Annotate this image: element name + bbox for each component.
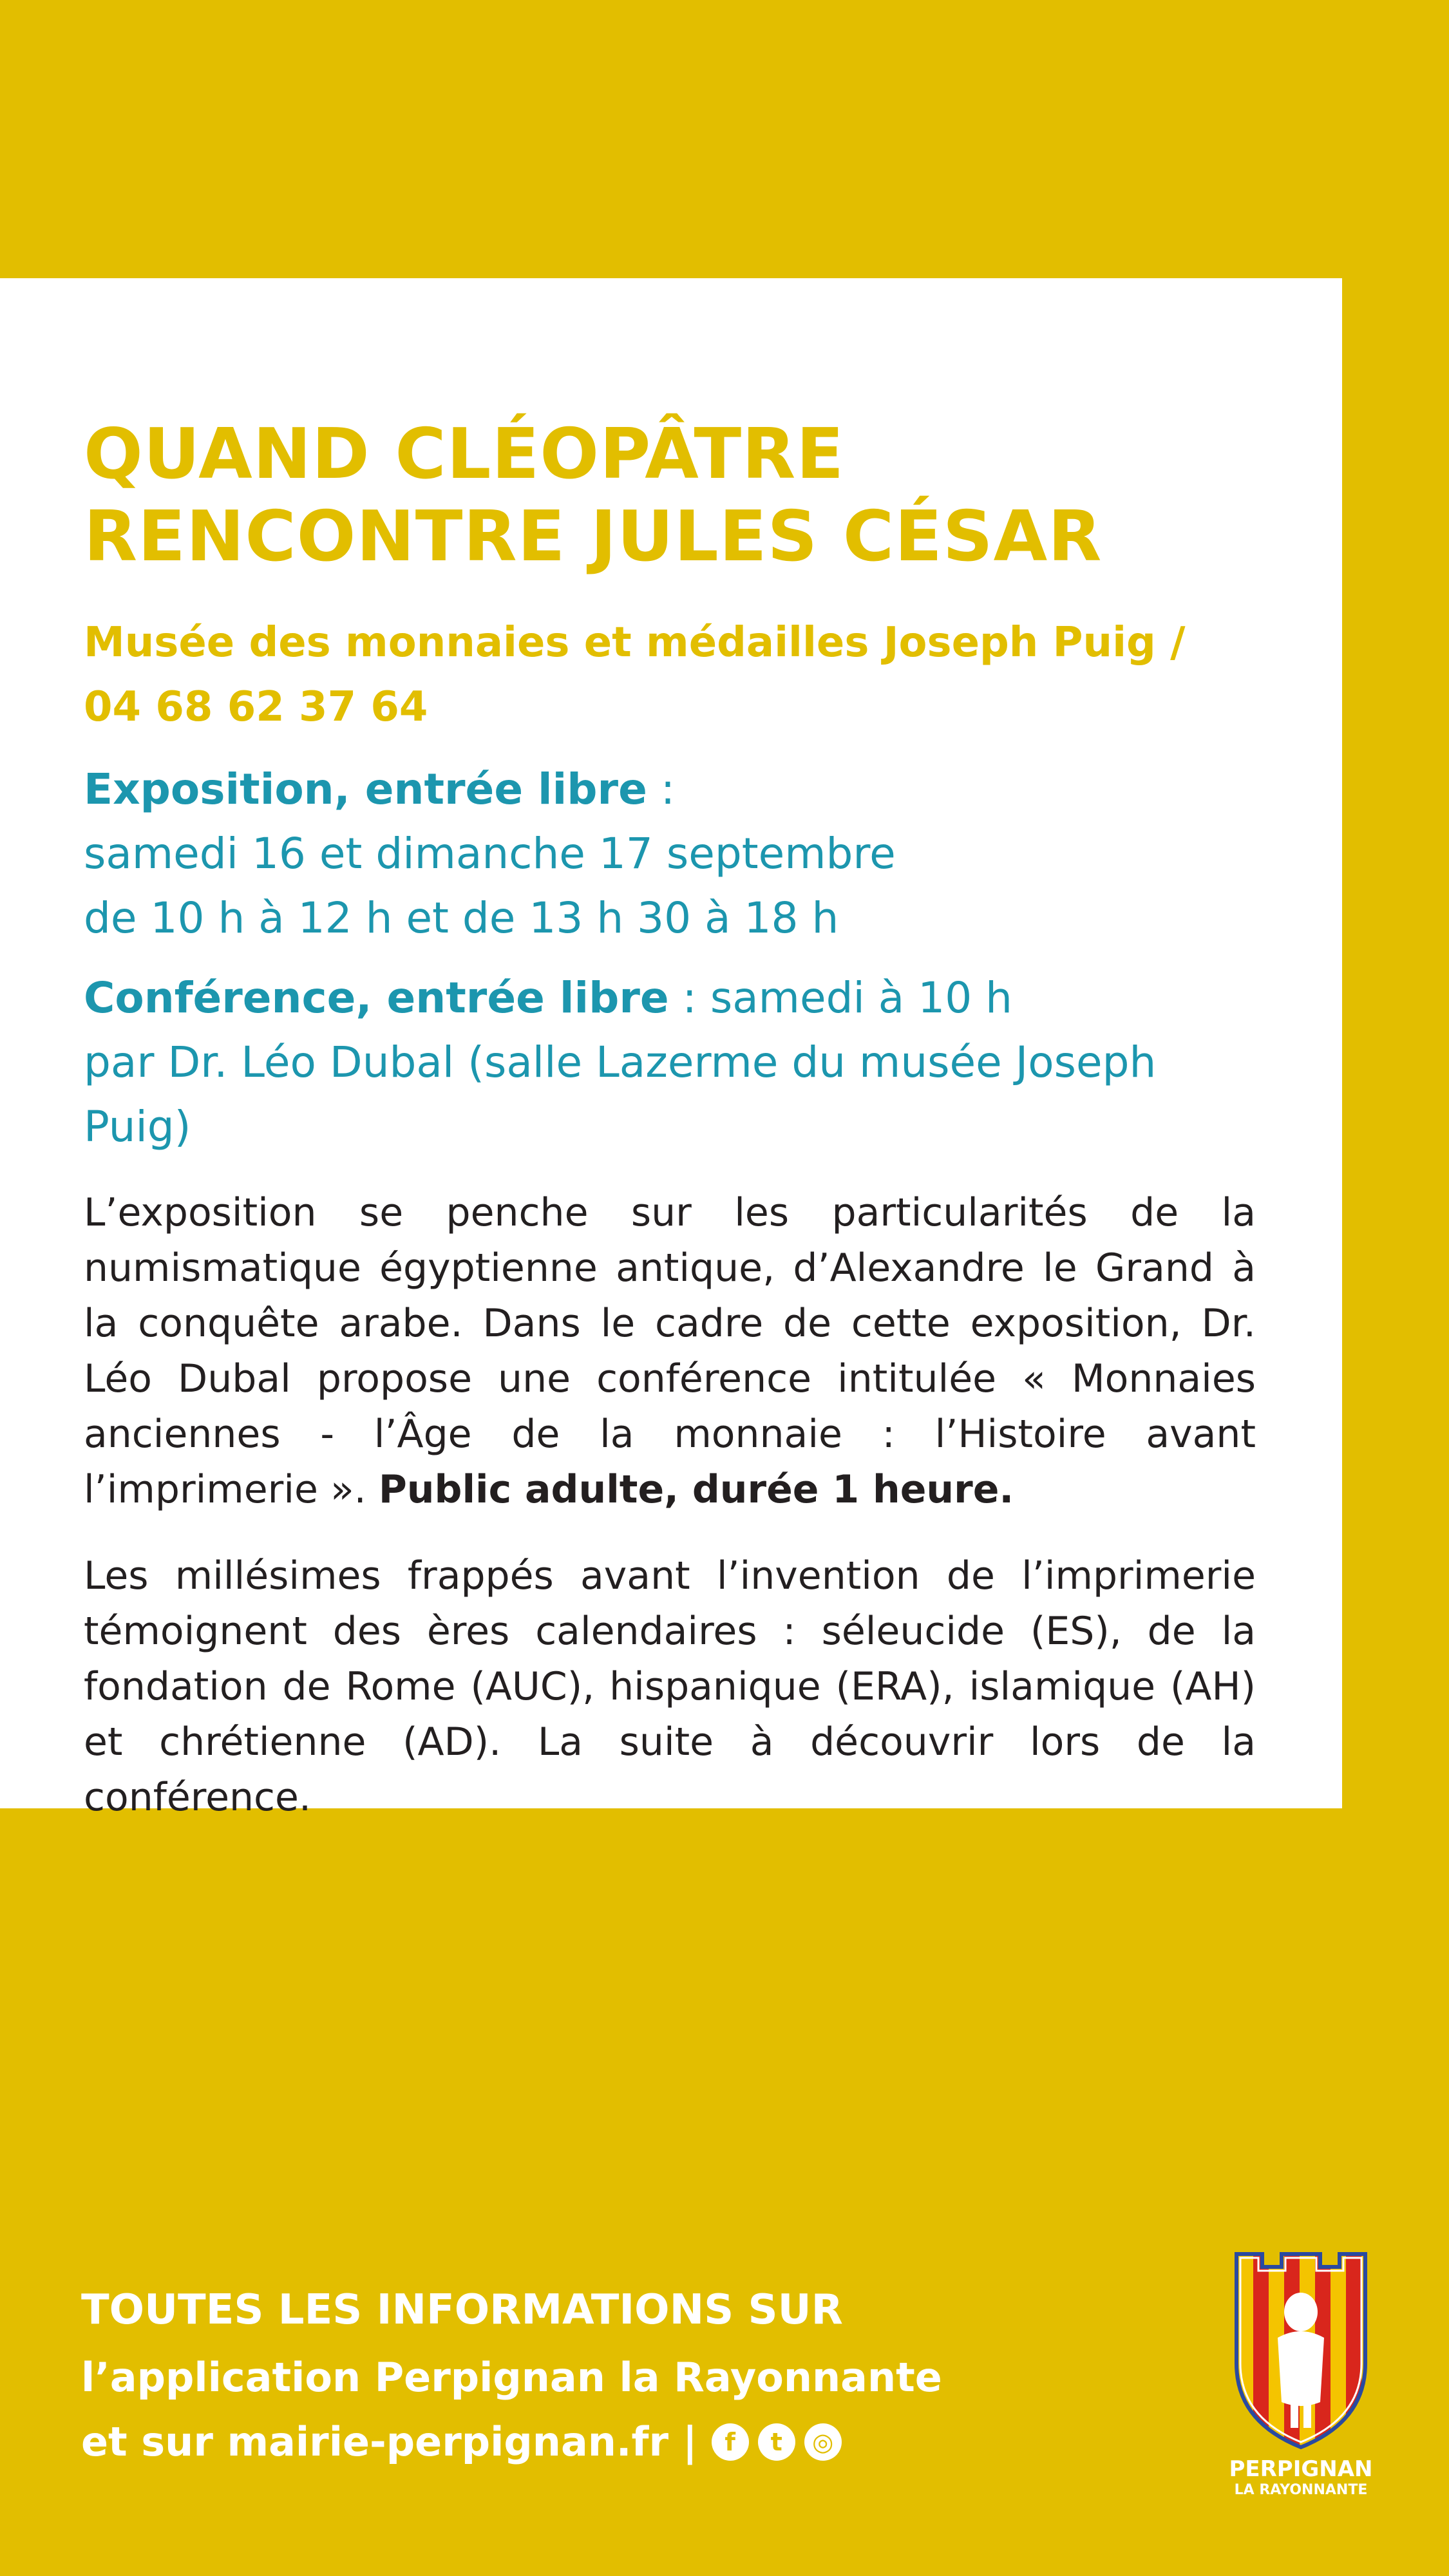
footer-website[interactable]: et sur mairie-perpignan.fr <box>81 2418 669 2465</box>
twitter-icon[interactable]: t <box>758 2423 795 2461</box>
venue-name: Musée des monnaies et médailles Joseph Puig / <box>84 619 1186 667</box>
logo-text <box>1224 2456 1378 2499</box>
venue-phone: 04 68 62 37 64 <box>84 683 428 731</box>
content-card <box>0 278 1342 1820</box>
exposition-label: Exposition, entrée libre <box>84 764 647 814</box>
logo-tagline: LA RAYONNANTE <box>1234 2482 1368 2498</box>
footer-separator: | <box>683 2418 697 2465</box>
conference-speaker: par Dr. Léo Dubal (salle Lazerme du musée Joseph Puig) <box>84 1037 1157 1151</box>
description-text-1: L’exposition se penche sur les particularités de la numismatique égyptienne antique, d’Alexandre le Grand à la conquête arabe. Dans le cadre de cette exposition, Dr. Léo Dubal propose une conférence intitulée « Monnaies anciennes - l’Âge de la monnaie : l’Histoire avant l’imprimerie ». <box>84 1190 1256 1512</box>
conference-label: Conférence, entrée libre <box>84 973 669 1023</box>
conference-info <box>84 966 1256 1159</box>
instagram-icon[interactable]: ◎ <box>804 2423 842 2461</box>
footer-web-line <box>81 2410 942 2474</box>
exposition-dates: samedi 16 et dimanche 17 septembre <box>84 829 896 878</box>
footer-app-line: l’application Perpignan la Rayonnante <box>81 2354 942 2401</box>
conference-when: : samedi à 10 h <box>668 973 1012 1023</box>
description-paragraph-2 <box>84 1548 1256 1825</box>
audience-note: Public adulte, durée 1 heure. <box>378 1467 1014 1512</box>
footer <box>81 2275 942 2474</box>
description-text-2: Les millésimes frappés avant l’invention de l’imprimerie témoignent des ères calendaires : séleucide (ES), de la fondation de Rome (AUC), hispanique (ERA), islamique (AH) et chrétienne (AD). La suite à découvrir lors de la conférence. <box>84 1553 1256 1820</box>
title-line-2: RENCONTRE JULES CÉSAR <box>84 497 1103 577</box>
title-line-1: QUAND CLÉOPÂTRE <box>84 414 845 495</box>
exposition-info <box>84 757 1256 951</box>
facebook-icon[interactable]: f <box>712 2423 749 2461</box>
content-inner <box>84 413 1256 1825</box>
description-paragraph-1 <box>84 1185 1256 1517</box>
perpignan-shield-icon <box>1224 2241 1378 2454</box>
footer-heading: TOUTES LES INFORMATIONS SUR <box>81 2286 843 2334</box>
exposition-colon: : <box>647 764 676 814</box>
exposition-hours: de 10 h à 12 h et de 13 h 30 à 18 h <box>84 893 839 943</box>
venue-info <box>84 611 1256 739</box>
logo-city: PERPIGNAN <box>1229 2456 1373 2482</box>
event-title <box>84 413 1256 578</box>
city-logo <box>1224 2241 1378 2499</box>
